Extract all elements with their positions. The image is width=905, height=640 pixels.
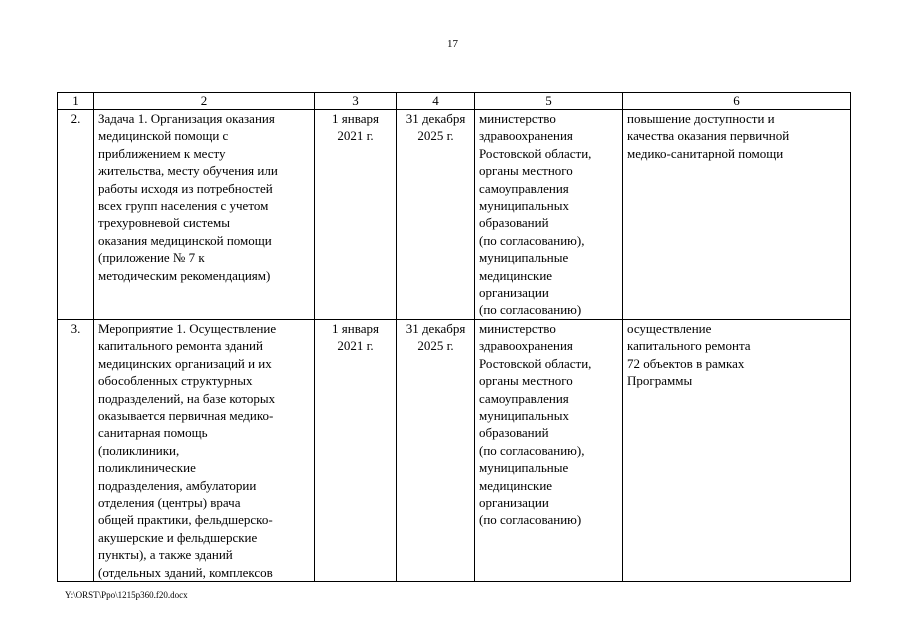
text-line: (отдельных зданий, комплексов xyxy=(98,564,273,580)
text-line: образований xyxy=(479,425,549,441)
text-line: 2021 г. xyxy=(337,128,374,144)
end-date-cell xyxy=(397,319,475,581)
text-line: оказывается первичная медико- xyxy=(98,407,274,423)
text-line: качества оказания первичной xyxy=(627,128,790,144)
text-line: муниципальные xyxy=(479,250,569,266)
text-line: (по согласованию), xyxy=(479,232,585,248)
text-line: здравоохранения xyxy=(479,338,573,354)
text-line: 2025 г. xyxy=(417,128,454,144)
text-line: акушерские и фельдшерские xyxy=(98,529,258,545)
text-line: оказания медицинской помощи xyxy=(98,232,272,248)
text-line: 31 декабря xyxy=(405,111,466,126)
text-line: обособленных структурных xyxy=(98,373,253,389)
text-line: поликлинические xyxy=(98,460,196,476)
text-line: медицинские xyxy=(479,267,553,283)
text-line: повышение доступности и xyxy=(627,111,775,126)
executor-cell xyxy=(475,110,623,320)
text-line: приближением к месту xyxy=(98,145,226,161)
text-line: 72 объектов в рамках xyxy=(627,355,745,371)
text-line: 2025 г. xyxy=(417,338,454,354)
text-line: (по согласованию) xyxy=(479,512,582,528)
text-line: осуществление xyxy=(627,320,712,336)
text-line: 31 декабря xyxy=(405,320,466,336)
text-line: (приложение № 7 к xyxy=(98,250,205,266)
column-header: 4 xyxy=(397,93,475,110)
text-line: образований xyxy=(479,215,549,231)
text-line: самоуправления xyxy=(479,390,569,406)
text-line: санитарная помощь xyxy=(98,425,208,441)
column-header: 5 xyxy=(475,93,623,110)
text-line: Программы xyxy=(627,373,693,389)
text-line: (по согласованию), xyxy=(479,442,585,458)
text-line: Ростовской области, xyxy=(479,355,592,371)
text-line: общей практики, фельдшерско- xyxy=(98,512,273,528)
executor-cell xyxy=(475,319,623,581)
file-path-footer: Y:\ORST\Ppo\1215p360.f20.docx xyxy=(65,590,188,600)
column-header: 3 xyxy=(315,93,397,110)
result-cell xyxy=(623,110,851,320)
text-line: Задача 1. Организация оказания xyxy=(98,111,275,126)
text-line: муниципальных xyxy=(479,407,570,423)
task-cell xyxy=(94,319,315,581)
row-number: 3. xyxy=(58,319,94,581)
text-line: 2021 г. xyxy=(337,338,374,354)
text-line: (по согласованию) xyxy=(479,302,582,318)
result-cell xyxy=(623,319,851,581)
text-line: самоуправления xyxy=(479,180,569,196)
text-line: работы исходя из потребностей xyxy=(98,180,273,196)
text-line: медицинской помощи с xyxy=(98,128,229,144)
text-line: всех групп населения с учетом xyxy=(98,198,269,214)
text-line: 1 января xyxy=(332,111,379,126)
start-date-cell xyxy=(315,319,397,581)
text-line: капитального ремонта xyxy=(627,338,751,354)
text-line: здравоохранения xyxy=(479,128,573,144)
text-line: министерство xyxy=(479,320,556,336)
page-number: 17 xyxy=(447,38,458,50)
row-number: 2. xyxy=(58,110,94,320)
text-line: органы местного xyxy=(479,163,573,179)
text-line: организации xyxy=(479,285,549,301)
task-cell xyxy=(94,110,315,320)
column-header: 1 xyxy=(58,93,94,110)
text-line: подразделения, амбулатории xyxy=(98,477,257,493)
text-line: трехуровневой системы xyxy=(98,215,230,231)
text-line: медицинских организаций и их xyxy=(98,355,272,371)
text-line: муниципальные xyxy=(479,460,569,476)
text-line: 1 января xyxy=(332,320,379,336)
text-line: Ростовской области, xyxy=(479,145,592,161)
text-line: муниципальных xyxy=(479,198,570,214)
text-line: жительства, месту обучения или xyxy=(98,163,278,179)
text-line: органы местного xyxy=(479,373,573,389)
text-line: Мероприятие 1. Осуществление xyxy=(98,320,277,336)
text-line: капитального ремонта зданий xyxy=(98,338,263,354)
text-line: пункты), а также зданий xyxy=(98,547,233,563)
table-row xyxy=(58,319,851,581)
column-header: 6 xyxy=(623,93,851,110)
text-line: (поликлиники, xyxy=(98,442,180,458)
text-line: отделения (центры) врача xyxy=(98,494,241,510)
text-line: методическим рекомендациям) xyxy=(98,267,271,283)
table-header-row xyxy=(58,93,851,110)
column-header: 2 xyxy=(94,93,315,110)
text-line: организации xyxy=(479,494,549,510)
text-line: министерство xyxy=(479,111,556,126)
text-line: подразделений, на базе которых xyxy=(98,390,276,406)
text-line: медико-санитарной помощи xyxy=(627,145,784,161)
activities-table xyxy=(57,92,851,582)
start-date-cell xyxy=(315,110,397,320)
text-line: медицинские xyxy=(479,477,553,493)
table-row xyxy=(58,110,851,320)
end-date-cell xyxy=(397,110,475,320)
